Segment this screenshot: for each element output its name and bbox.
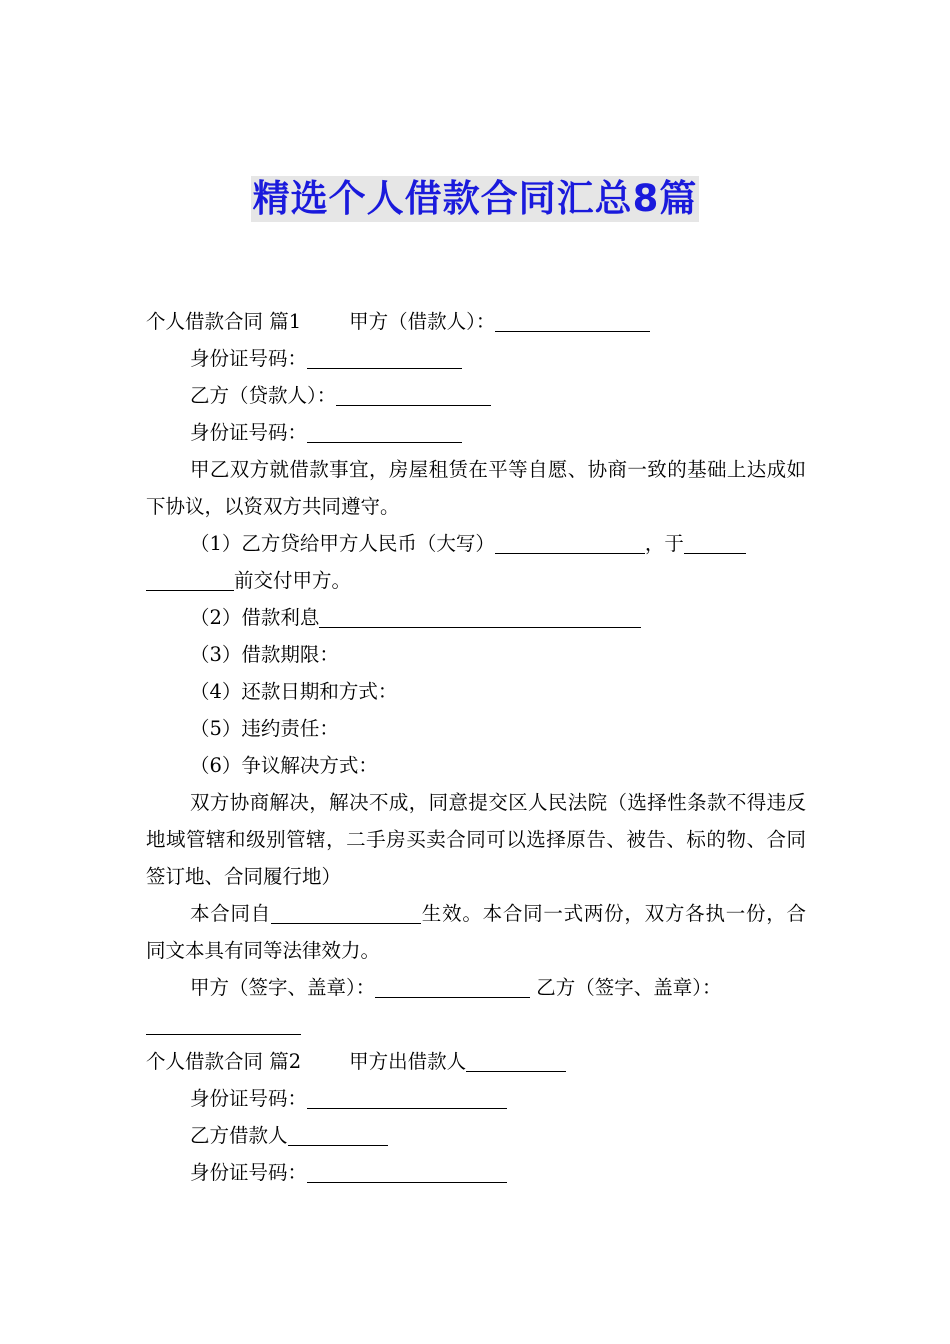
blank-date-part1	[684, 532, 746, 554]
contract2-id-b-label: 身份证号码：	[190, 1161, 308, 1184]
effect-text-a: 本合同自	[190, 902, 272, 925]
contract1-clause6: （6）争议解决方式：	[190, 754, 378, 777]
blank-effect-date	[271, 902, 421, 924]
contract1-effect	[146, 895, 806, 969]
contract2-id-a-label: 身份证号码：	[190, 1087, 308, 1110]
contract1-sign-b-blank-line	[146, 1006, 806, 1043]
clause2-text: （2）借款利息	[190, 606, 320, 629]
contract1-clause2-line	[146, 599, 806, 636]
blank-id-a	[307, 347, 462, 369]
blank-id-b	[307, 421, 462, 443]
contract1-id-a-line	[146, 340, 806, 377]
contract2-borrower-line	[146, 1117, 806, 1154]
contract1-id-b-line	[146, 414, 806, 451]
blank-sign-a	[375, 976, 530, 998]
blank-party-b	[336, 384, 491, 406]
contract1-clause1-line2	[146, 562, 806, 599]
document-title: 精选个人借款合同汇总8篇	[252, 177, 698, 220]
sign-b-label: 乙方（签字、盖章）：	[536, 976, 722, 999]
contract1-id-b-label: 身份证号码：	[190, 421, 308, 444]
contract1-sign-line	[146, 969, 806, 1006]
blank-contract2-id-a	[307, 1087, 507, 1109]
contract2-heading-line	[146, 1043, 806, 1080]
contract2-id-b-line	[146, 1154, 806, 1191]
clause1-text: （1）乙方贷给甲方人民币（大写）	[190, 532, 495, 555]
contract2-heading: 个人借款合同 篇2	[146, 1050, 302, 1073]
contract1-clause4: （4）还款日期和方式：	[190, 680, 398, 703]
effect-text-b: 生效。本合同一式两份，双方各执一份，合同文本具有同等法律效力。	[146, 902, 806, 962]
contract1-clause5: （5）违约责任：	[190, 717, 339, 740]
blank-date-part2	[146, 569, 234, 591]
contract1-id-a-label: 身份证号码：	[190, 347, 308, 370]
clause1-conj: ，于	[644, 532, 684, 555]
document-body	[146, 303, 806, 1191]
blank-party-a	[495, 310, 650, 332]
contract1-heading: 个人借款合同 篇1	[146, 310, 302, 333]
contract1-party-b-line	[146, 377, 806, 414]
contract1-party-a: 甲方（借款人）：	[349, 310, 496, 333]
blank-amount	[495, 532, 645, 554]
blank-interest	[319, 606, 641, 628]
clause1-tail: 前交付甲方。	[234, 569, 352, 592]
contract2-lender-label: 甲方出借款人	[349, 1050, 467, 1073]
contract2-id-a-line	[146, 1080, 806, 1117]
contract1-intro: 甲乙双方就借款事宜，房屋租赁在平等自愿、协商一致的基础上达成如下协议，以资双方共同遵守。	[146, 458, 806, 518]
sign-a-label: 甲方（签字、盖章）：	[190, 976, 376, 999]
blank-sign-b	[146, 1013, 301, 1035]
blank-borrower	[288, 1124, 388, 1146]
title-container	[0, 176, 950, 222]
contract1-heading-line	[146, 303, 806, 340]
contract1-dispute: 双方协商解决，解决不成，同意提交区人民法院（选择性条款不得违反地域管辖和级别管辖，二手房买卖合同可以选择原告、被告、标的物、合同签订地、合同履行地）	[146, 791, 806, 888]
contract1-clause1-line1	[146, 525, 806, 562]
contract2-borrower-label: 乙方借款人	[190, 1124, 288, 1147]
blank-contract2-id-b	[307, 1161, 507, 1183]
contract1-clause3: （3）借款期限：	[190, 643, 339, 666]
contract1-party-b-label: 乙方（贷款人）：	[190, 384, 337, 407]
blank-lender	[466, 1050, 566, 1072]
